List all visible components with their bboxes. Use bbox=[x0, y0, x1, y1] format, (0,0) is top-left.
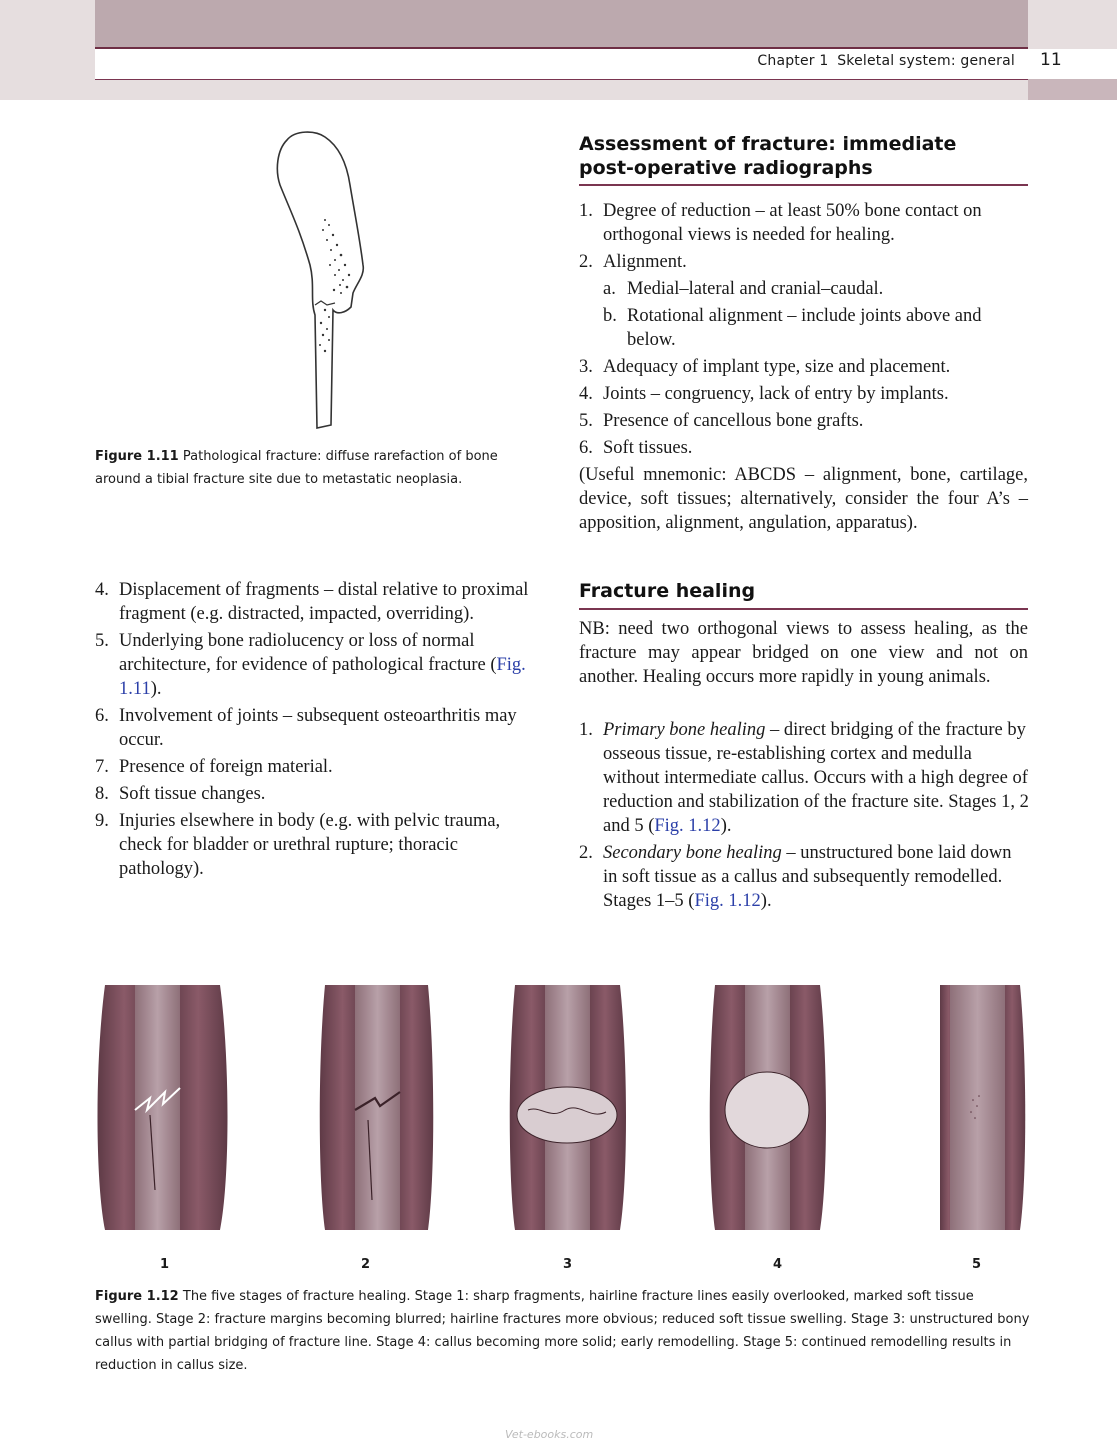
figure-1-12-image bbox=[95, 980, 1030, 1230]
list-item: 6. Involvement of joints – subsequent osteoarthritis may occur. bbox=[95, 706, 517, 750]
healing-intro: NB: need two orthogonal views to assess healing, as the fracture may appear bridged on one view and not on another. Healing occurs more rapidly in young animals. bbox=[579, 619, 1028, 687]
mnemonic-paragraph: (Useful mnemonic: ABCDS – alignment, bone, cartilage, device, soft tissues; alternatively, consider the four A’s – apposition, alignment, angulation, apparatus). bbox=[579, 465, 1028, 533]
list-item: 4. Joints – congruency, lack of entry by implants. bbox=[579, 384, 949, 404]
figure-1-11-image bbox=[255, 125, 385, 440]
figure-1-11-label: Figure 1.11 bbox=[95, 449, 179, 464]
list-item: 1. Degree of reduction – at least 50% bone contact on orthogonal views is needed for healing. bbox=[579, 201, 982, 245]
list-item: 3. Adequacy of implant type, size and placement. bbox=[579, 357, 951, 377]
assessment-heading: Assessment of fracture: immediate post-operative radiographs bbox=[579, 133, 957, 179]
list-item: 5. Presence of cancellous bone grafts. bbox=[579, 411, 864, 431]
assessment-list bbox=[579, 199, 1029, 463]
header-rule bbox=[95, 79, 1028, 80]
stage-label-4: 4 bbox=[773, 1257, 783, 1272]
stage-3-drawing bbox=[510, 985, 626, 1230]
assessment-heading-rule bbox=[579, 184, 1028, 186]
watermark: Vet-ebooks.com bbox=[505, 1428, 594, 1441]
list-item: 2. Secondary bone healing – unstructured bone laid down in soft tissue as a callus and subsequently remodelled. Stages 1–5 (Fig. 1.12). bbox=[579, 843, 1012, 911]
list-item: 4. Displacement of fragments – distal relative to proximal fragment (e.g. distracted, impacted, overriding). bbox=[95, 580, 529, 624]
figure-1-11-text: Pathological fracture: diffuse rarefaction of bone around a tibial fracture site due to metastatic neoplasia. bbox=[95, 449, 498, 487]
figure-1-12-label: Figure 1.12 bbox=[95, 1289, 179, 1304]
figure-1-12-caption bbox=[95, 1285, 1030, 1377]
fig-1-11-link[interactable]: Fig. 1.11 bbox=[119, 655, 526, 699]
healing-term: Primary bone healing bbox=[603, 720, 766, 740]
fig-1-12-link[interactable]: Fig. 1.12 bbox=[694, 891, 761, 911]
running-head bbox=[757, 53, 1015, 69]
stage-label-1: 1 bbox=[160, 1257, 170, 1272]
fig-1-12-link[interactable]: Fig. 1.12 bbox=[654, 816, 721, 836]
page-number: 11 bbox=[1040, 50, 1062, 70]
stage-label-3: 3 bbox=[563, 1257, 573, 1272]
healing-list bbox=[579, 718, 1029, 916]
list-item: 8. Soft tissue changes. bbox=[95, 784, 266, 804]
healing-heading-rule bbox=[579, 608, 1028, 610]
list-subitem: a. Medial–lateral and cranial–caudal. bbox=[603, 279, 884, 299]
stage-2-drawing bbox=[320, 985, 434, 1230]
figure-1-12-text: The five stages of fracture healing. Stage 1: sharp fragments, hairline fracture lines easily overlooked, marked soft tissue swelling. Stage 2: fracture margins becoming blurred; hairline fractures more obvious; reduced soft tissue swelling. Stage 3: unstructured bony callus with partial bridging of fracture line. Stage 4: callus becoming more solid; early remodelling. Stage 5: continued remodelling results in reduction in callus size. bbox=[95, 1289, 1030, 1373]
figure-1-11-caption bbox=[95, 445, 525, 491]
list-item: 5. Underlying bone radiolucency or loss of normal architecture, for evidence of pathological fracture (Fig. 1.11). bbox=[95, 631, 526, 699]
list-item: 1. Primary bone healing – direct bridging of the fracture by osseous tissue, re-establishing cortex and medulla without intermediate callus. Occurs with a high degree of reduction and stabilization of the fracture site. Stages 1, 2 and 5 (Fig. 1.12). bbox=[579, 720, 1029, 836]
stage-4-drawing bbox=[710, 985, 826, 1230]
stage-label-2: 2 bbox=[361, 1257, 371, 1272]
stage-5-drawing bbox=[940, 985, 1025, 1230]
list-item: 6. Soft tissues. bbox=[579, 438, 693, 458]
stage-1-drawing bbox=[98, 985, 228, 1230]
healing-term: Secondary bone healing bbox=[603, 843, 782, 863]
list-subitem: b. Rotational alignment – include joints above and below. bbox=[603, 306, 982, 350]
stage-label-5: 5 bbox=[972, 1257, 982, 1272]
list-item: 7. Presence of foreign material. bbox=[95, 757, 333, 777]
chapter-title: Skeletal system: general bbox=[837, 53, 1015, 69]
list-item: 9. Injuries elsewhere in body (e.g. with pelvic trauma, check for bladder or urethral rupture; thoracic pathology). bbox=[95, 811, 501, 879]
chapter-label: Chapter 1 bbox=[757, 53, 829, 69]
list-item: 2. Alignment. bbox=[579, 252, 687, 272]
left-checklist bbox=[95, 578, 545, 884]
header-band-dark bbox=[95, 0, 1028, 47]
healing-heading: Fracture healing bbox=[579, 580, 756, 602]
